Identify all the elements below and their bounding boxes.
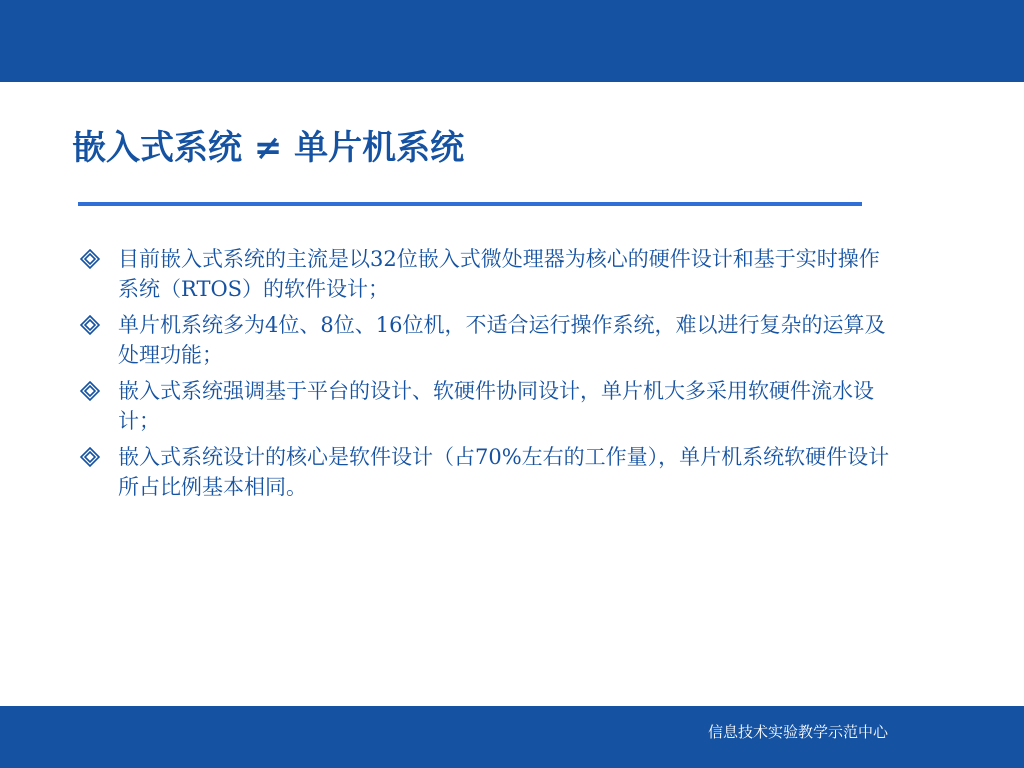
bullet-text: 嵌入式系统强调基于平台的设计、软硬件协同设计，单片机大多采用软硬件流水设计； — [118, 379, 874, 433]
list-item — [78, 244, 898, 304]
bullet-list — [78, 244, 898, 508]
list-item — [78, 442, 898, 502]
bullet-text: 目前嵌入式系统的主流是以32位嵌入式微处理器为核心的硬件设计和基于实时操作系统（RTOS）的软件设计； — [118, 247, 880, 301]
bullet-text: 单片机系统多为4位、8位、16位机，不适合运行操作系统，难以进行复杂的运算及处理功能； — [118, 313, 886, 367]
title-underline — [78, 202, 862, 206]
footer-label: 信息技术实验教学示范中心 — [707, 723, 888, 741]
list-item — [78, 310, 898, 370]
bullet-text: 嵌入式系统设计的核心是软件设计（占70%左右的工作量），单片机系统软硬件设计所占比例基本相同。 — [118, 445, 890, 499]
diamond-bullet-icon — [78, 376, 102, 406]
diamond-bullet-icon — [78, 310, 102, 340]
diamond-bullet-icon — [78, 442, 102, 472]
diamond-bullet-icon — [78, 244, 102, 274]
slide-title: 嵌入式系统 ≠ 单片机系统 — [72, 128, 465, 168]
top-header-band — [0, 0, 1024, 82]
list-item — [78, 376, 898, 436]
